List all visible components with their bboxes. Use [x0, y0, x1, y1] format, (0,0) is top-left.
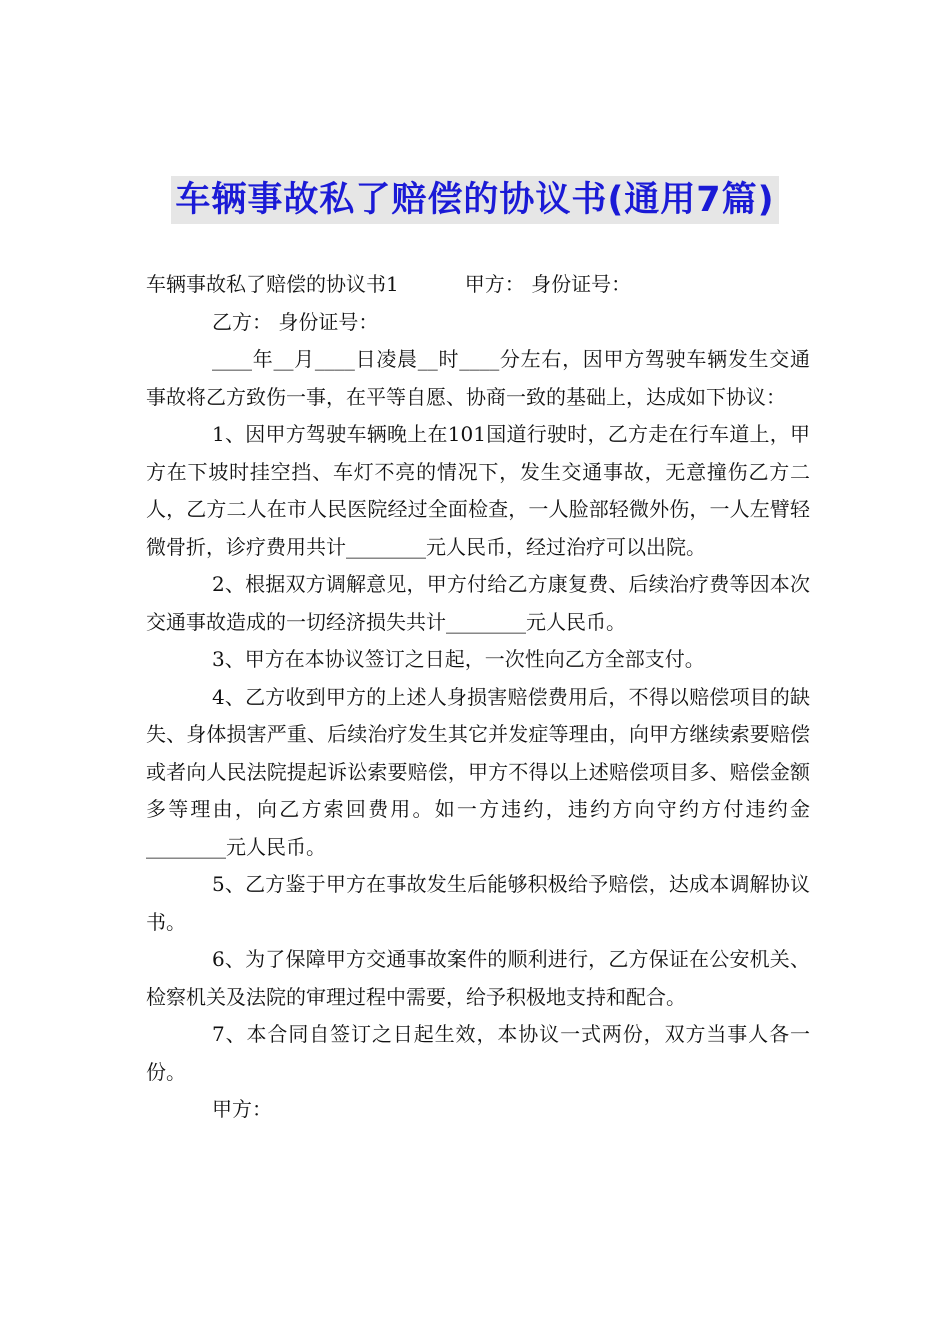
document-title: 车辆事故私了赔偿的协议书(通用7篇) [171, 176, 778, 224]
clause-3: 3、甲方在本协议签订之日起，一次性向乙方全部支付。 [212, 647, 705, 671]
party-a-id-label: 甲方： 身份证号： [464, 272, 632, 296]
clause-4: 4、乙方收到甲方的上述人身损害赔偿费用后，不得以赔偿项目的缺失、身体损害严重、后续治疗发生其它并发症等理由，向甲方继续索要赔偿或者向人民法院提起诉讼索要赔偿，甲方不得以上述赔偿项目多、赔偿金额多等理由，向乙方索回费用。如一方违约，违约方向守约方付违约金________元人民币。 [146, 684, 810, 859]
sub-heading: 车辆事故私了赔偿的协议书1 [146, 272, 399, 296]
party-b-id-line: 乙方： 身份证号： [212, 309, 379, 334]
clause-2: 2、根据双方调解意见，甲方付给乙方康复费、后续治疗费等因本次交通事故造成的一切经济损失共计________元人民币。 [146, 572, 810, 634]
clause-7: 7、本合同自签订之日起生效，本协议一式两份，双方当事人各一份。 [146, 1022, 810, 1084]
document-body [146, 266, 810, 1129]
clause-6: 6、为了保障甲方交通事故案件的顺利进行，乙方保证在公安机关、检察机关及法院的审理过程中需要，给予积极地支持和配合。 [146, 947, 810, 1009]
heading-line [146, 266, 810, 304]
party-a-signature-label: 甲方： [212, 1097, 272, 1121]
title-container [0, 176, 950, 224]
clause-5: 5、乙方鉴于甲方在事故发生后能够积极给予赔偿，达成本调解协议书。 [146, 872, 810, 934]
paragraph-intro: ____年__月____日凌晨__时____分左右，因甲方驾驶车辆发生交通事故将乙方致伤一事，在平等自愿、协商一致的基础上，达成如下协议： [146, 347, 810, 409]
clause-1: 1、因甲方驾驶车辆晚上在101国道行驶时，乙方走在行车道上，甲方在下坡时挂空挡、车灯不亮的情况下，发生交通事故，无意撞伤乙方二人，乙方二人在市人民医院经过全面检查，一人脸部轻微外伤，一人左臂轻微骨折，诊疗费用共计________元人民币，经过治疗可以出院。 [146, 422, 810, 559]
